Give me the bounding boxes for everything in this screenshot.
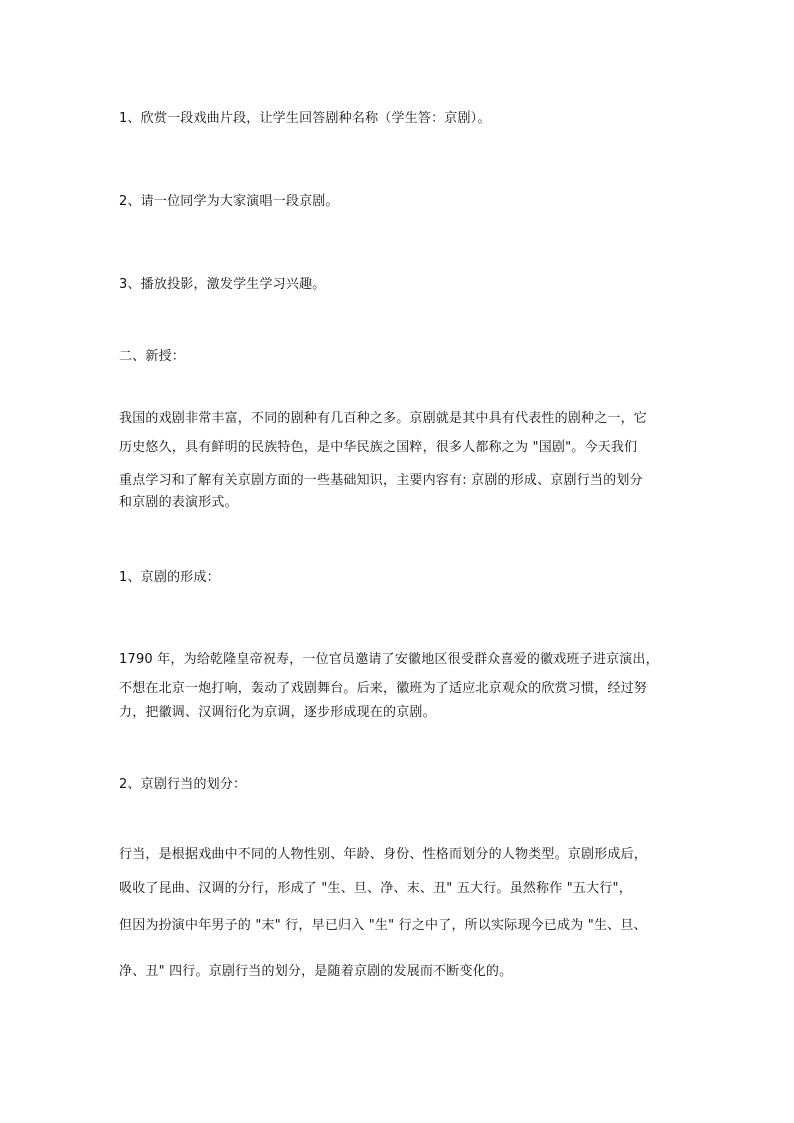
intro-item-3: 3、播放投影，激发学生学习兴趣。	[119, 277, 326, 292]
paragraph3-line-3: 但因为扮演中年男子的 "末" 行，早已归入 "生" 行之中了，所以实际现今已成为 "生、旦、	[119, 918, 647, 933]
paragraph1-line-4: 和京剧的表演形式。	[119, 495, 238, 510]
paragraph1-line-2: 历史悠久，具有鲜明的民族特色，是中华民族之国粹，很多人都称之为 "国剧"。今天我们	[119, 440, 638, 455]
paragraph1-line-3: 重点学习和了解有关京剧方面的一些基础知识，主要内容有: 京剧的形成、京剧行当的划分	[119, 473, 643, 488]
paragraph2-line-2: 不想在北京一炮打响，轰动了戏剧舞台。后来，徽班为了适应北京观众的欣赏习惯，经过努	[119, 681, 648, 696]
paragraph1-line-1: 我国的戏剧非常丰富，不同的剧种有几百种之多。京剧就是其中具有代表性的剧种之一，它	[119, 411, 648, 426]
paragraph2-line-1: 1790 年，为给乾隆皇帝祝寿，一位官员邀请了安徽地区很受群众喜爱的徽戏班子进京演出，	[119, 652, 659, 667]
subheading-roles: 2、京剧行当的划分：	[119, 777, 247, 792]
paragraph3-line-2: 吸收了昆曲、汉调的分行，形成了 "生、旦、净、末、丑" 五大行。虽然称作 "五大行"，	[119, 881, 632, 896]
intro-item-2: 2、请一位同学为大家演唱一段京剧。	[119, 194, 339, 209]
intro-item-1: 1、欣赏一段戏曲片段，让学生回答剧种名称（学生答：京剧）。	[119, 111, 491, 126]
paragraph3-line-4: 净、丑" 四行。京剧行当的划分，是随着京剧的发展而不断变化的。	[119, 964, 513, 979]
paragraph2-line-3: 力，把徽调、汉调衍化为京调，逐步形成现在的京剧。	[119, 705, 436, 720]
section-heading: 二、新授：	[119, 349, 186, 364]
subheading-formation: 1、京剧的形成：	[119, 570, 220, 585]
paragraph3-line-1: 行当，是根据戏曲中不同的人物性别、年龄、身份、性格而划分的人物类型。京剧形成后，	[119, 847, 648, 862]
